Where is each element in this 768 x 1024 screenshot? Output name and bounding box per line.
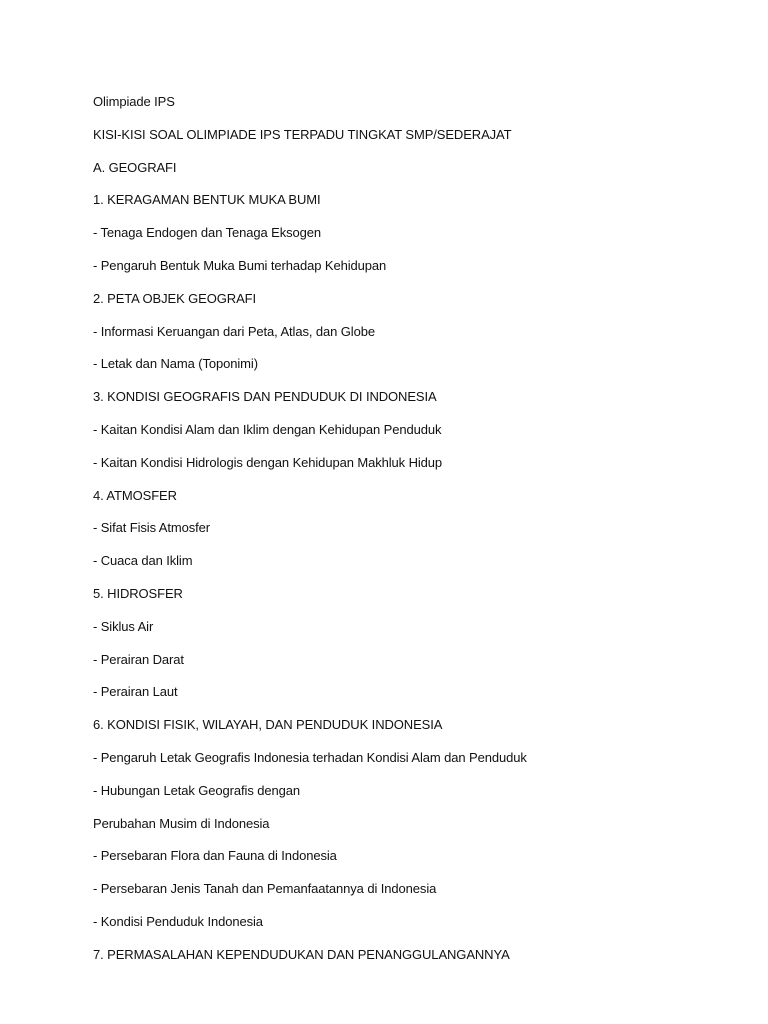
topic-item: - Sifat Fisis Atmosfer [93,520,210,536]
topic-heading-6: 6. KONDISI FISIK, WILAYAH, DAN PENDUDUK INDONESIA [93,717,443,733]
document-title: Olimpiade IPS [93,94,175,109]
section-heading-geografi: A. GEOGRAFI [93,159,177,175]
topic-item: - Perairan Darat [93,651,184,667]
topic-item: - Informasi Keruangan dari Peta, Atlas, dan Globe [93,323,375,339]
topic-heading-5: 5. HIDROSFER [93,585,183,601]
topic-item: - Persebaran Jenis Tanah dan Pemanfaatannya di Indonesia [93,881,437,897]
topic-heading-4: 4. ATMOSFER [93,487,177,503]
topic-item: - Hubungan Letak Geografis dengan [93,782,301,798]
topic-item: - Perairan Laut [93,684,178,700]
topic-item: - Kaitan Kondisi Alam dan Iklim dengan Kehidupan Penduduk [93,421,442,437]
topic-item: - Siklus Air [93,618,154,634]
topic-heading-7: 7. PERMASALAHAN KEPENDUDUKAN DAN PENANGGULANGANNYA [93,946,510,962]
topic-heading-1: 1. KERAGAMAN BENTUK MUKA BUMI [93,192,321,208]
document-body [93,92,733,978]
topic-item: - Letak dan Nama (Toponimi) [93,356,258,372]
topic-item: - Kaitan Kondisi Hidrologis dengan Kehidupan Makhluk Hidup [93,454,443,470]
document-heading: KISI-KISI SOAL OLIMPIADE IPS TERPADU TINGKAT SMP/SEDERAJAT [93,126,512,142]
topic-heading-2: 2. PETA OBJEK GEOGRAFI [93,290,256,306]
topic-item: - Pengaruh Letak Geografis Indonesia terhadan Kondisi Alam dan Penduduk [93,749,527,765]
topic-item: - Tenaga Endogen dan Tenaga Eksogen [93,225,322,241]
topic-item: - Pengaruh Bentuk Muka Bumi terhadap Kehidupan [93,257,387,273]
topic-item: - Cuaca dan Iklim [93,553,193,569]
topic-item-continuation: Perubahan Musim di Indonesia [93,815,270,831]
topic-heading-3: 3. KONDISI GEOGRAFIS DAN PENDUDUK DI INDONESIA [93,389,437,405]
topic-item: - Persebaran Flora dan Fauna di Indonesia [93,848,337,864]
topic-item: - Kondisi Penduduk Indonesia [93,913,263,929]
